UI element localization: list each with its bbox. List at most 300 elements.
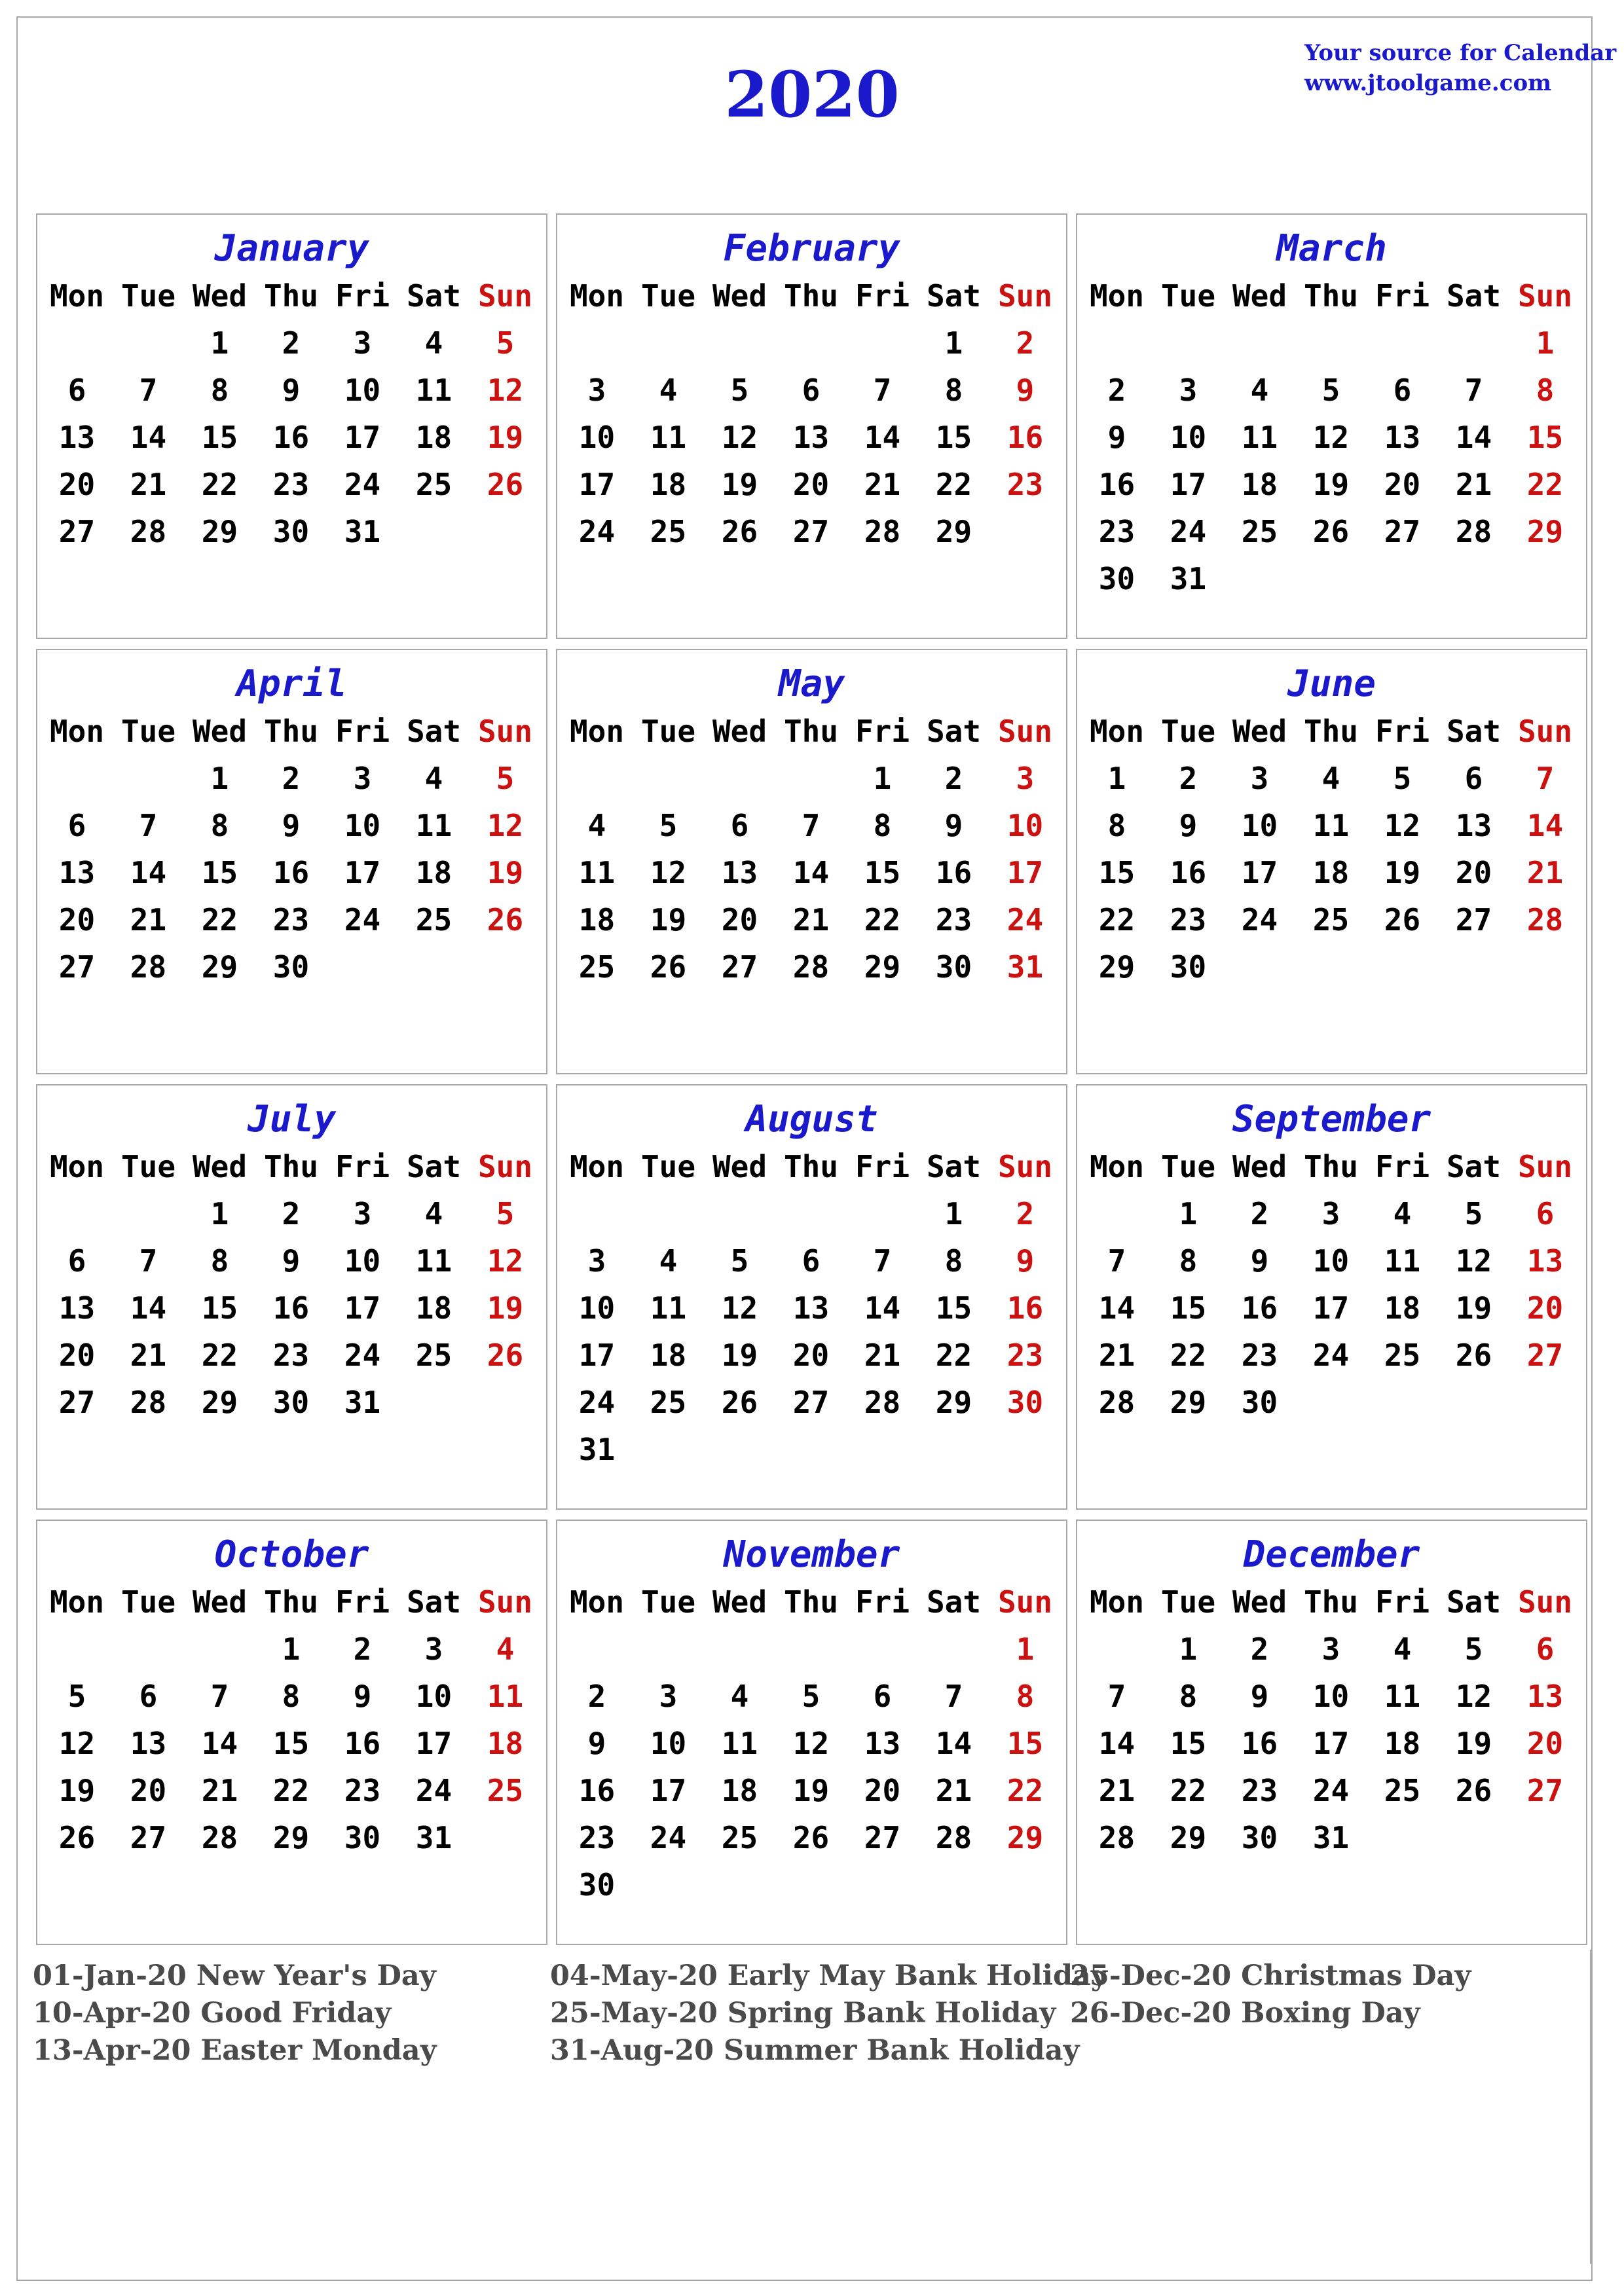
day-cell: 1 <box>282 1631 301 1667</box>
empty-day-cell <box>1295 1379 1367 1426</box>
day-cell: 20 <box>58 1338 96 1373</box>
week-row <box>1081 1332 1586 1379</box>
day-cell: 11 <box>578 855 616 890</box>
day-cell: 15 <box>272 1726 310 1761</box>
day-cell: 15 <box>935 420 972 455</box>
day-cell: 4 <box>659 373 678 408</box>
day-cell: 14 <box>864 1290 901 1326</box>
day-cell: 6 <box>802 373 821 408</box>
day-cell: 28 <box>792 949 830 985</box>
day-cell: 11 <box>415 1243 452 1279</box>
empty-day-cell <box>1295 555 1367 602</box>
day-cell: 24 <box>344 1338 381 1373</box>
day-cell: 8 <box>1016 1679 1035 1714</box>
day-cell: 29 <box>1098 949 1135 985</box>
empty-day-cell <box>847 1190 918 1237</box>
day-cell: 26 <box>1455 1773 1492 1808</box>
empty-day-cell <box>1509 555 1581 602</box>
day-cell: 9 <box>944 808 963 843</box>
day-cell: 11 <box>1241 420 1278 455</box>
empty-day-cell <box>1438 1814 1509 1861</box>
weekday-label: Thu <box>263 1149 319 1184</box>
month-march <box>1076 213 1587 639</box>
day-cell: 20 <box>1384 467 1421 502</box>
day-cell: 19 <box>721 467 758 502</box>
day-cell: 3 <box>1321 1631 1340 1667</box>
day-cell: 13 <box>1384 420 1421 455</box>
day-cell: 26 <box>1455 1338 1492 1373</box>
weekday-label: Tue <box>120 1149 176 1184</box>
day-cell: 28 <box>864 1385 901 1420</box>
weekday-label: Sat <box>926 1584 982 1620</box>
day-cell: 4 <box>730 1679 749 1714</box>
week-row <box>41 1190 546 1237</box>
weekday-label: Wed <box>712 278 767 314</box>
day-cell: 28 <box>1098 1820 1135 1855</box>
day-cell: 28 <box>201 1820 238 1855</box>
weekday-label: Mon <box>1089 714 1145 749</box>
day-cell: 6 <box>1464 761 1483 796</box>
day-cell: 7 <box>139 808 158 843</box>
day-cell: 25 <box>650 1385 687 1420</box>
day-cell: 8 <box>1536 373 1555 408</box>
day-cell: 8 <box>1107 808 1126 843</box>
day-cell: 14 <box>792 855 830 890</box>
day-cell: 19 <box>650 902 687 938</box>
day-cell: 6 <box>67 808 86 843</box>
day-cell: 16 <box>1170 855 1207 890</box>
week-row <box>561 1673 1066 1720</box>
day-cell: 21 <box>1098 1773 1135 1808</box>
day-cell: 12 <box>1455 1679 1492 1714</box>
weekday-label: Mon <box>1089 1149 1145 1184</box>
day-cell: 15 <box>935 1290 972 1326</box>
day-cell: 30 <box>272 949 310 985</box>
day-cell: 26 <box>650 949 687 985</box>
weekday-label: Tue <box>640 1149 696 1184</box>
weekday-label: Thu <box>263 714 319 749</box>
day-cell: 10 <box>1006 808 1044 843</box>
week-row <box>561 1285 1066 1332</box>
day-cell: 31 <box>415 1820 452 1855</box>
weekday-label: Fri <box>855 1584 910 1620</box>
source-website-link[interactable]: www.jtoolgame.com <box>1304 70 1552 96</box>
week-row <box>1081 943 1586 991</box>
day-cell: 18 <box>1384 1726 1421 1761</box>
day-cell: 11 <box>415 808 452 843</box>
month-name: April <box>236 663 347 705</box>
day-cell: 12 <box>487 373 524 408</box>
weekday-label: Fri <box>855 278 910 314</box>
day-cell: 30 <box>1241 1820 1278 1855</box>
week-row <box>1081 555 1586 602</box>
week-row <box>41 943 546 991</box>
day-cell: 7 <box>1107 1679 1126 1714</box>
day-cell: 27 <box>1526 1773 1564 1808</box>
week-row <box>561 1861 1066 1908</box>
day-cell: 28 <box>130 1385 167 1420</box>
day-cell: 9 <box>1016 373 1035 408</box>
empty-day-cell <box>561 1190 633 1237</box>
empty-day-cell <box>704 319 775 367</box>
day-cell: 19 <box>487 420 524 455</box>
day-cell: 29 <box>1006 1820 1044 1855</box>
day-cell: 10 <box>578 1290 616 1326</box>
month-name: January <box>214 227 369 270</box>
weekday-label: Tue <box>1160 714 1216 749</box>
weekday-header-row <box>1081 272 1586 319</box>
day-cell: 6 <box>1393 373 1412 408</box>
week-row <box>1081 508 1586 555</box>
empty-day-cell <box>918 1626 989 1673</box>
day-cell: 25 <box>1312 902 1350 938</box>
day-cell: 9 <box>282 373 301 408</box>
day-cell: 1 <box>944 1196 963 1231</box>
day-cell: 25 <box>415 467 452 502</box>
day-cell: 30 <box>578 1867 616 1903</box>
day-cell: 15 <box>201 855 238 890</box>
month-february <box>556 213 1067 639</box>
day-cell: 14 <box>130 420 167 455</box>
day-cell: 9 <box>587 1726 606 1761</box>
day-cell: 27 <box>792 1385 830 1420</box>
week-row <box>41 1237 546 1285</box>
day-cell: 6 <box>139 1679 158 1714</box>
day-cell: 31 <box>578 1432 616 1467</box>
weekday-label: Sun <box>477 278 533 314</box>
day-cell: 5 <box>496 325 515 361</box>
day-cell: 17 <box>344 420 381 455</box>
week-row <box>41 896 546 943</box>
day-cell: 10 <box>650 1726 687 1761</box>
weekday-label: Wed <box>1232 1149 1287 1184</box>
day-cell: 24 <box>1241 902 1278 938</box>
day-cell: 15 <box>1006 1726 1044 1761</box>
day-cell: 4 <box>1393 1631 1412 1667</box>
empty-day-cell <box>1224 555 1295 602</box>
day-cell: 7 <box>944 1679 963 1714</box>
empty-day-cell <box>918 1861 989 1908</box>
day-cell: 10 <box>1312 1679 1350 1714</box>
weekday-label: Sun <box>997 1149 1053 1184</box>
day-cell: 1 <box>1536 325 1555 361</box>
day-cell: 8 <box>944 1243 963 1279</box>
day-cell: 6 <box>1536 1196 1555 1231</box>
day-cell: 8 <box>873 808 892 843</box>
day-cell: 3 <box>353 325 372 361</box>
day-cell: 14 <box>130 1290 167 1326</box>
weekday-label: Sat <box>926 714 982 749</box>
day-cell: 10 <box>578 420 616 455</box>
day-cell: 31 <box>344 1385 381 1420</box>
week-row <box>41 1673 546 1720</box>
weekday-header-row <box>561 1578 1066 1626</box>
day-cell: 28 <box>1455 514 1492 549</box>
day-cell: 7 <box>802 808 821 843</box>
day-cell: 10 <box>1241 808 1278 843</box>
day-cell: 21 <box>935 1773 972 1808</box>
day-cell: 1 <box>944 325 963 361</box>
day-cell: 24 <box>415 1773 452 1808</box>
day-cell: 1 <box>1179 1196 1198 1231</box>
day-cell: 19 <box>721 1338 758 1373</box>
day-cell: 3 <box>424 1631 443 1667</box>
weekday-label: Tue <box>640 1584 696 1620</box>
day-cell: 17 <box>578 1338 616 1373</box>
empty-day-cell <box>704 1626 775 1673</box>
day-cell: 20 <box>130 1773 167 1808</box>
weekday-label: Sat <box>406 714 462 749</box>
day-cell: 31 <box>1006 949 1044 985</box>
day-cell: 19 <box>58 1773 96 1808</box>
day-cell: 1 <box>210 325 229 361</box>
day-cell: 17 <box>1241 855 1278 890</box>
empty-day-cell <box>470 1814 541 1861</box>
holiday-entry: 01-Jan-20 New Year's Day <box>33 1959 436 1992</box>
empty-day-cell <box>633 1626 704 1673</box>
weekday-label: Mon <box>569 1584 625 1620</box>
day-cell: 28 <box>130 514 167 549</box>
day-cell: 22 <box>1170 1773 1207 1808</box>
day-cell: 29 <box>1170 1820 1207 1855</box>
empty-day-cell <box>41 319 113 367</box>
day-cell: 23 <box>272 1338 310 1373</box>
day-cell: 9 <box>1016 1243 1035 1279</box>
day-cell: 5 <box>802 1679 821 1714</box>
day-cell: 24 <box>1312 1338 1350 1373</box>
day-cell: 13 <box>864 1726 901 1761</box>
weekday-label: Sun <box>997 714 1053 749</box>
day-cell: 1 <box>1179 1631 1198 1667</box>
holiday-column <box>1070 1958 1591 2069</box>
day-cell: 4 <box>659 1243 678 1279</box>
day-cell: 13 <box>58 855 96 890</box>
weekday-label: Thu <box>1303 1149 1359 1184</box>
day-cell: 22 <box>201 467 238 502</box>
day-cell: 20 <box>792 467 830 502</box>
day-cell: 4 <box>587 808 606 843</box>
holiday-entry: 10-Apr-20 Good Friday <box>33 1997 392 2030</box>
month-january <box>36 213 547 639</box>
day-cell: 23 <box>272 902 310 938</box>
empty-day-cell <box>1367 943 1438 991</box>
empty-day-cell <box>470 508 541 555</box>
month-name: March <box>1276 227 1387 270</box>
day-cell: 8 <box>1179 1243 1198 1279</box>
day-cell: 11 <box>1312 808 1350 843</box>
weekday-label: Wed <box>192 1584 248 1620</box>
day-cell: 2 <box>1250 1631 1269 1667</box>
empty-day-cell <box>633 755 704 802</box>
week-row <box>1081 1626 1586 1673</box>
day-cell: 5 <box>659 808 678 843</box>
empty-day-cell <box>989 1861 1061 1908</box>
year-title: 2020 <box>724 58 900 132</box>
day-cell: 30 <box>344 1820 381 1855</box>
day-cell: 26 <box>1384 902 1421 938</box>
weekday-label: Fri <box>855 1149 910 1184</box>
day-cell: 8 <box>210 808 229 843</box>
day-cell: 17 <box>1006 855 1044 890</box>
weekday-label: Thu <box>783 278 839 314</box>
day-cell: 4 <box>424 325 443 361</box>
day-cell: 22 <box>935 467 972 502</box>
day-cell: 30 <box>1006 1385 1044 1420</box>
day-cell: 22 <box>864 902 901 938</box>
month-name: September <box>1232 1098 1431 1140</box>
day-cell: 30 <box>1098 561 1135 596</box>
day-cell: 23 <box>1098 514 1135 549</box>
weekday-header-row <box>561 1143 1066 1190</box>
day-cell: 26 <box>487 902 524 938</box>
weekday-label: Sat <box>406 1584 462 1620</box>
day-cell: 26 <box>792 1820 830 1855</box>
month-july <box>36 1084 547 1510</box>
day-cell: 18 <box>721 1773 758 1808</box>
day-cell: 6 <box>1536 1631 1555 1667</box>
weekday-label: Mon <box>49 714 105 749</box>
weekday-label: Mon <box>569 714 625 749</box>
holiday-entry: 25-Dec-20 Christmas Day <box>1070 1959 1471 1992</box>
weekday-label: Fri <box>335 714 390 749</box>
weekday-label: Sun <box>477 1149 533 1184</box>
day-cell: 17 <box>344 855 381 890</box>
empty-day-cell <box>1509 943 1581 991</box>
day-cell: 29 <box>201 949 238 985</box>
day-cell: 14 <box>201 1726 238 1761</box>
day-cell: 11 <box>415 373 452 408</box>
empty-day-cell <box>1438 1379 1509 1426</box>
day-cell: 17 <box>1312 1290 1350 1326</box>
day-cell: 26 <box>58 1820 96 1855</box>
day-cell: 6 <box>873 1679 892 1714</box>
week-row <box>561 943 1066 991</box>
weekday-label: Fri <box>335 1584 390 1620</box>
week-row <box>41 1626 546 1673</box>
empty-day-cell <box>847 1861 918 1908</box>
day-cell: 7 <box>139 373 158 408</box>
day-cell: 3 <box>353 1196 372 1231</box>
day-cell: 24 <box>578 514 616 549</box>
day-cell: 25 <box>650 514 687 549</box>
day-cell: 16 <box>272 855 310 890</box>
empty-day-cell <box>561 319 633 367</box>
day-cell: 20 <box>1526 1290 1564 1326</box>
weekday-header-row <box>41 1578 546 1626</box>
empty-day-cell <box>989 1426 1061 1473</box>
weekday-label: Thu <box>1303 714 1359 749</box>
weekday-label: Sun <box>997 278 1053 314</box>
weekday-label: Sat <box>1446 278 1502 314</box>
day-cell: 27 <box>1455 902 1492 938</box>
weekday-label: Wed <box>192 1149 248 1184</box>
week-row <box>41 319 546 367</box>
day-cell: 2 <box>282 1196 301 1231</box>
day-cell: 6 <box>67 373 86 408</box>
day-cell: 3 <box>1250 761 1269 796</box>
week-row <box>41 1332 546 1379</box>
empty-day-cell <box>398 508 470 555</box>
day-cell: 22 <box>201 902 238 938</box>
day-cell: 14 <box>1098 1290 1135 1326</box>
week-row <box>561 1379 1066 1426</box>
day-cell: 27 <box>792 514 830 549</box>
day-cell: 27 <box>721 949 758 985</box>
weekday-label: Fri <box>1375 278 1430 314</box>
month-october <box>36 1520 547 1945</box>
empty-day-cell <box>633 1861 704 1908</box>
day-cell: 14 <box>1526 808 1564 843</box>
empty-day-cell <box>1295 943 1367 991</box>
day-cell: 16 <box>272 1290 310 1326</box>
day-cell: 9 <box>282 1243 301 1279</box>
week-row <box>1081 1237 1586 1285</box>
empty-day-cell <box>1081 1190 1153 1237</box>
day-cell: 21 <box>864 1338 901 1373</box>
week-row <box>41 508 546 555</box>
day-cell: 29 <box>201 1385 238 1420</box>
day-cell: 29 <box>935 514 972 549</box>
empty-day-cell <box>775 1426 847 1473</box>
empty-day-cell <box>775 1190 847 1237</box>
empty-day-cell <box>113 319 184 367</box>
week-row <box>41 461 546 508</box>
day-cell: 21 <box>1098 1338 1135 1373</box>
empty-day-cell <box>41 1626 113 1673</box>
week-row <box>561 755 1066 802</box>
weekday-label: Mon <box>569 278 625 314</box>
day-cell: 5 <box>1321 373 1340 408</box>
day-cell: 8 <box>210 373 229 408</box>
day-cell: 16 <box>272 420 310 455</box>
day-cell: 19 <box>1455 1290 1492 1326</box>
day-cell: 17 <box>1312 1726 1350 1761</box>
empty-day-cell <box>1224 319 1295 367</box>
weekday-label: Thu <box>783 1149 839 1184</box>
day-cell: 7 <box>210 1679 229 1714</box>
day-cell: 27 <box>58 514 96 549</box>
week-row <box>1081 896 1586 943</box>
empty-day-cell <box>1224 943 1295 991</box>
source-tagline: Your source for Calendar <box>1304 40 1617 66</box>
day-cell: 7 <box>873 1243 892 1279</box>
day-cell: 7 <box>873 373 892 408</box>
weekday-label: Sun <box>477 1584 533 1620</box>
week-row <box>1081 414 1586 461</box>
week-row <box>1081 1379 1586 1426</box>
holidays-list <box>33 1958 1591 2069</box>
day-cell: 2 <box>1107 373 1126 408</box>
weekday-label: Sun <box>997 1584 1053 1620</box>
day-cell: 19 <box>1384 855 1421 890</box>
day-cell: 10 <box>344 373 381 408</box>
day-cell: 21 <box>130 902 167 938</box>
day-cell: 15 <box>1170 1290 1207 1326</box>
month-name: November <box>723 1533 900 1576</box>
day-cell: 17 <box>344 1290 381 1326</box>
week-row <box>561 1332 1066 1379</box>
day-cell: 24 <box>1006 902 1044 938</box>
day-cell: 2 <box>1016 325 1035 361</box>
weekday-label: Wed <box>712 1149 767 1184</box>
month-november <box>556 1520 1067 1945</box>
weekday-label: Tue <box>1160 1149 1216 1184</box>
day-cell: 18 <box>1384 1290 1421 1326</box>
day-cell: 6 <box>67 1243 86 1279</box>
day-cell: 12 <box>792 1726 830 1761</box>
week-row <box>1081 1285 1586 1332</box>
months-grid <box>36 213 1587 1944</box>
